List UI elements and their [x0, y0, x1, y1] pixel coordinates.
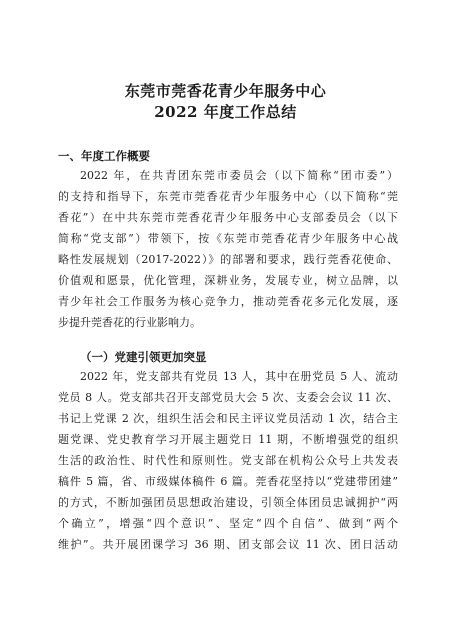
paragraph-line: 的方式，不断加强团员思想政治建设，引领全体团员忠诚拥护“两 — [58, 496, 398, 509]
paragraph-line: 青少年社会工作服务为核心竞争力，推动莞香花多元化发展，逐 — [58, 295, 398, 308]
paragraph-line: 稿件 5 篇，省、市级媒体稿件 6 篇。莞香花坚持以“党建带团建” — [58, 475, 398, 488]
document-subtitle: 2022 年度工作总结 — [154, 103, 297, 121]
paragraph-line: 价值观和愿景，优化管理，深耕业务，发展专业，树立品牌，以 — [58, 274, 398, 287]
paragraph-line: 党员 8 人。党支部共召开支部党员大会 5 次、支委会会议 11 次、 — [58, 391, 398, 404]
paragraph-line: 简称“党支部”）带领下，按《东莞市莞香花青少年服务中心战 — [58, 232, 398, 245]
paragraph-line: 题党课、党史教育学习开展主题党日 11 期，不断增强党的组织 — [58, 433, 398, 446]
paragraph-overview — [58, 165, 398, 333]
paragraph-line: 2022 年，党支部共有党员 13 人，其中在册党员 5 人、流动 — [80, 370, 398, 383]
paragraph-line: 维护”。共开展团课学习 36 期、团支部会议 11 次、团日活动 — [58, 538, 398, 551]
subsection-heading-party-building: （一）党建引领更加突显 — [80, 350, 207, 364]
paragraph-party-building — [58, 366, 398, 555]
paragraph-line: 香花”）在中共东莞市莞香花青少年服务中心支部委员会（以下 — [58, 211, 398, 224]
paragraph-line: 的支持和指导下，东莞市莞香花青少年服务中心（以下简称“莞 — [58, 190, 398, 203]
document-title: 东莞市莞香花青少年服务中心 — [124, 82, 327, 100]
section-heading-annual-overview: 一、年度工作概要 — [58, 149, 150, 163]
paragraph-line: 生活的政治性、时代性和原则性。党支部在机构公众号上共发表 — [58, 454, 398, 467]
paragraph-line: 书记上党课 2 次，组织生活会和民主评议党员活动 1 次，结合主 — [58, 412, 398, 425]
paragraph-line: 个确立”，增强“四个意识”、坚定“四个自信”、做到“两个 — [58, 517, 398, 530]
paragraph-line: 步提升莞香花的行业影响力。 — [58, 316, 201, 329]
paragraph-line: 2022 年，在共青团东莞市委员会（以下简称“团市委”） — [80, 169, 398, 182]
paragraph-line: 略性发展规划（2017-2022）》的部署和要求，践行莞香花使命、 — [58, 253, 398, 266]
